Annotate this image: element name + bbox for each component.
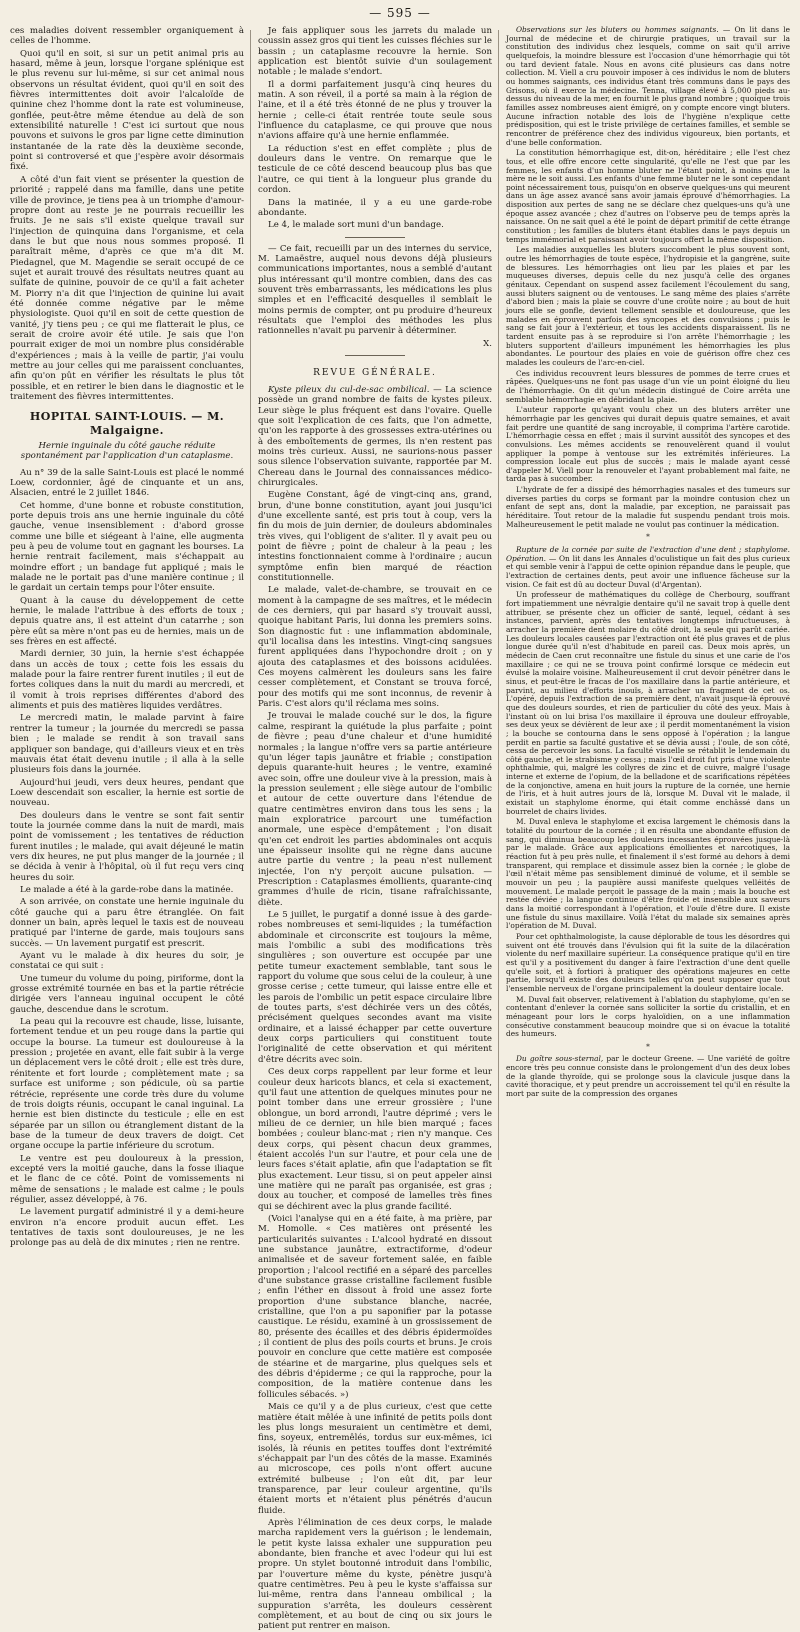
paragraph: Pour cet ophthalmologiste, la cause déplorable de tous les désordres qui suivent ont été trouvés dans l'évulsion qui fit la suite de la dilacération violente du nerf maxillaire supérieur. La conséquence pratique qu'il en tire est qu'il y a positivement du danger à faire l'extraction d'une dent quelle qu'elle soit, et à fortiori à pratiquer des opérations majeures en cette partie, lorsqu'il existe des douleurs telles qu'on peut supposer que tout l'ensemble nerveux de l'organe principalement la douleur dentaire locale. xyxy=(506,931,790,993)
asterisk-separator: * xyxy=(646,1041,650,1051)
paragraph: M. Duval fait observer, relativement à l'ablation du staphylome, qu'en se contentant d'enlever la cornée sans solliciter la sortie du cristallin, et en ménageant pour lors le corps hyaloïdien, on a une inflammation consécutive constamment beaucoup moindre que si on évacue la totalité des humeurs. xyxy=(506,994,790,1039)
section-title: REVUE GÉNÉRALE. xyxy=(313,367,437,378)
paragraph: Je trouvai le malade couché sur le dos, la figure calme, respirant la quiétude la plus parfaite ; point de fièvre ; peau d'une chaleur et d'une humidité normales ; la langue n'offre vers sa partie antérieure qu'un léger tapis jaunâtre et friable ; constipation depuis quarante-huit heures ; le ventre, examiné avec soin, offre une douleur vive à la pression, mais à la pression seulement ; elle siège autour de l'ombilic et autour de cette ouverture dans l'étendue de quatre centimètres environ dans tous les sens ; la main exploratrice parcourt une tuméfaction anormale, une espèce d'empâtement ; l'on disait qu'en cet endroit les parties abdominales ont acquis une épaisseur insolite qui ne règne dans aucune autre partie du ventre ; la peau n'est nullement injectée, l'on n'y perçoit aucune pulsation. — Prescription : Cataplasmes émollients, quarante-cinq grammes d'huile de ricin, tisane rafraîchissante, diète. xyxy=(258,711,492,908)
column-middle xyxy=(258,26,492,1632)
column-right xyxy=(506,26,790,1166)
paragraph-text: par le docteur Greene. — Une variété de goître encore très peu connue consiste dans le prolongement d'un des deux lobes de la glande thyroïde, qui se prolonge sous la clavicule jusque dans la cavité thoracique, et y peut prendre un accroissement tel qu'il en résulte la mort par suite de la compression des organes xyxy=(506,1054,790,1099)
paragraph: Un professeur de mathématiques du collège de Cherbourg, souffrant fort impatiemment une névralgie dentaire qu'il ne savait trop à quelle dent attribuer, se présente chez un officier de santé, lequel, cédant à ses instances, parvient, après des tentatives longtemps infructueuses, à arracher la première dent molaire du côté droit, la seule qui parût cariée. Les douleurs locales causées par l'extraction ont été plus graves et de plus longue durée qu'il n'est d'habitude en pareil cas. Deux mois après, un médecin de Caen crut reconnaître une fistule du sinus et une carie de l'os maxillaire ; ce qui ne se trouva point confirmé lorsque ce médecin eut évulsé la molaire voisine. Malheureusement il crut devoir pénétrer dans le sinus, et peut-être le fracas de l'os maxillaire dans la partie antérieure, et parvint, au milieu d'efforts inouïs, à arracher un fragment de cet os. L'opéré, depuis l'extraction de sa première dent, n'avait jusque-là éprouvé que des douleurs sourdes, et rien de particulier du côté des yeux. Mais à l'instant où on lui brisa l'os maxillaire il éprouva une douleur effroyable, ses deux yeux se dévièrent de leur axe ; il perdit momentanément la vision ; la bouche se contourna dans le sens opposé à l'opération ; la langue perdit en partie sa faculté gustative et se dévia aussi ; l'oule, de son côté, cessa de percevoir les sons. La faculté visuelle se rétablit le lendemain du côté gauche, et le strabisme y cessa ; mais l'œil droit fut pris d'une violente ophthalmie, qui, malgré les collyres de zinc et de cuivre, malgré l'usage interne et externe de l'opium, de la belladone et de scarifications répétées de la conjonctive, amena en huit jours la rupture de la cornée, une hernie de l'iris, et à huit autres jours de là, lorsque M. Duval vit le malade, il existait un staphylome énorme, qui était comme enchâssé dans un bourrelet de chairs livides. xyxy=(506,590,790,816)
paragraph: (Voici l'analyse qui en a été faite, à ma prière, par M. Homolle. « Ces matières ont présenté les particularités suivantes : L'alcool hydraté en dissout une substance jaunâtre, extractiforme, d'odeur animalisée et de saveur fortement salée, en faible proportion ; l'alcool rectifié en a séparé des parcelles d'une substance grasse cristalline facilement fusible ; enfin l'éther en dissout à froid une assez forte proportion d'une substance blanche, nacrée, cristalline, que l'on a pu saponifier par la potasse caustique. Le résidu, examiné à un grossissement de 80, présente des écailles et des débris épidermoïdes ; il contient de plus des poils courts et bruns. Je crois pouvoir en conclure que cette matière est composée de stéarine et de margarine, plus quelques sels et des débris d'épiderme ; ce qui la rapproche, pour la composition, de la matière contenue dans les follicules sébacés. ») xyxy=(258,1213,492,1400)
section-title: HOPITAL SAINT-LOUIS. — M. Malgaigne. xyxy=(29,410,225,437)
signature: X. xyxy=(483,338,492,349)
column-rule xyxy=(250,30,251,1160)
paragraph: Le 4, le malade sort muni d'un bandage. xyxy=(268,220,444,231)
paragraph: A côté d'un fait vient se présenter la question de priorité ; rappelé dans ma famille, dans une petite ville de province, je tiens pea à un triomphe d'amour-propre dont au reste je ne pourrais recueillir les fruits. Je ne sais s'il existe quelque travail sur l'injection de quinquina dans l'organisme, et cela dans le but que nous nous sommes proposé. Il paraîtrait même, d'après ce que m'a dit M. Piedagnel, que M. Magendie se serait occupé de ce sujet et aurait trouvé des résultats neutres quant au sulfate de quinine, pouvoir de ce qu'il a fait acheter M. Piorry n'a dit que l'injection de quinine lui avait été donnée comme négative par le même physiologiste. Quoi qu'il en soit de cette question de vanité, j'y tiens peu ; ce qui me flatterait le plus, ce serait de croire avoir été utile. Je sais que l'on pourrait exiger de moi un nombre plus considérable d'expériences ; mais à la veille de partir, j'ai voulu mettre au jour celles qui me paraissent concluantes, afin qu'on pût en vérifier les résultats le plus tôt possible, et en retirer le bien dans le diagnostic et le traitement des fièvres intermittentes. xyxy=(10,174,244,403)
section-subtitle: Hernie inguinale du côté gauche réduite spontanément par l'application d'un cataplasme. xyxy=(20,440,234,462)
paragraph: Mardi dernier, 30 juin, la hernie s'est échappée dans un accès de toux ; cette fois les essais du malade pour la faire rentrer furent inutiles ; il eut de fortes coliques dans la nuit du mardi au mercredi, et il vomit à trois reprises différentes d'abord des aliments et puis des matières liquides verdâtres. xyxy=(10,649,244,712)
paragraph: Au n° 39 de la salle Saint-Louis est placé le nommé Loew, cordonnier, âgé de cinquante et un ans, Alsacien, entré le 2 juillet 1846. xyxy=(10,467,244,499)
paragraph: Cet homme, d'une bonne et robuste constitution, porte depuis trois ans une hernie inguinale du côté gauche, venue insensiblement : d'abord grosse comme une bille et siégeant à l'aine, elle augmenta peu à peu de volume tout en gagnant les bourses. La hernie rentrait facilement, mais s'échappait au moindre effort ; un bandage fut appliqué ; mais le malade ne le portait pas d'une manière continue ; il le gardait un certain temps pour l'ôter ensuite. xyxy=(10,500,244,594)
paragraph xyxy=(506,546,790,589)
paragraph: La peau qui la recouvre est chaude, lisse, luisante, fortement tendue et un peu rouge dans la partie qui occupe la bourse. La tumeur est douloureuse à la pression ; projetée en avant, elle fait subir à la verge un déplacement vers le côté droit ; elle est très dure, rénitente et fort lourde ; complètement mate ; sa surface est uniforme ; son pédicule, où sa partie rétrécie, représente une corde très dure du volume de trois doigts réunis, occupant le canal inguinal. La hernie est bien distincte du testicule ; elle en est séparée par un sillon ou étranglement distant de la base de la tumeur de deux travers de doigt. Cet organe occupe la partie inférieure du scrotum. xyxy=(10,1017,244,1152)
article-title: Observations sur les bluters ou hommes saignants. xyxy=(516,25,719,34)
article-title: Rupture de la cornée par suite de l'extraction d'une dent ; staphylome. Opération. xyxy=(506,545,790,563)
paragraph: — Ce fait, recueilli par un des internes du service, M. Lamaëstre, auquel nous devons déjà plusieurs communications importantes, nous a semblé d'autant plus intéressant qu'il montre combien, dans des cas souvent très embarrassants, les médications les plus simples et en l'efficacité desquelles il semblait le moins permis de compter, ont pu produire d'heureux résultats que l'emploi des méthodes les plus rationnelles n'avait pu parvenir à déterminer. xyxy=(258,243,492,337)
paragraph: Il a dormi parfaitement jusqu'à cinq heures du matin. A son réveil, il a porté sa main à la région de l'aine, et il a été très étonné de ne plus y trouver la hernie ; celle-ci était rentrée toute seule sous l'influence du cataplasme, ce qui prouve que nous n'avions affaire qu'à une hernie enflammée. xyxy=(258,79,492,142)
paragraph: ces maladies doivent ressembler organiquement à celles de l'homme. xyxy=(10,26,244,47)
paragraph: Des douleurs dans le ventre se sont fait sentir toute la journée comme dans la nuit de mardi, mais point de vomissement ; les tentatives de réduction furent inutiles ; le malade, qui avait déjeuné le matin vers dix heures, ne put plus manger de la journée ; il se décida à venir à l'hôpital, où il fut reçu vers cinq heures du soir. xyxy=(10,810,244,883)
paragraph: Le malade a été à la garde-robe dans la matinée. xyxy=(20,884,234,895)
paragraph: Aujourd'hui jeudi, vers deux heures, pendant que Loew descendait son escalier, la hernie est sortie de nouveau. xyxy=(10,777,244,809)
paragraph: Quoi qu'il en soit, si sur un petit animal pris au hasard, même à jeun, lorsque l'organe splénique est le plus revenu sur lui-même, si sur cet animal nous observons un résultat évident, quoi qu'il en soit des fièvres intermittentes doit avoir l'alcaloïde de quinine chez l'homme dont la rate est volumineuse, gonflée, peut-être même étendue au delà de son extensibilité naturelle ! C'est ici surtout que nous pouvons et suivons le gros par ligne cette diminution instantanée de la rate dès la deuxième seconde, point si controversé et que j'espère avoir désormais fixé. xyxy=(10,48,244,173)
paragraph: L'auteur rapporte qu'ayant voulu chez un des bluters arrêter une hémorrhagie par les gencives qui durait depuis quatre semaines, et avait fait perdre une quantité de sang incroyable, il comprima l'artère carotide. L'hémorrhagie cessa en effet ; mais il survint aussitôt des syncopes et des convulsions. Les mêmes accidents se renouvelèrent quand il voulut appliquer la pompe à ventouse sur les extrémités inférieures. La compression locale eut plus de succès ; mais le malade ayant cessé d'appeler M. Viell pour la renouveler et l'ayant probablement mal faite, ne tarda pas à succomber. xyxy=(506,405,790,484)
paragraph xyxy=(258,385,492,488)
paragraph: Mais ce qu'il y a de plus curieux, c'est que cette matière était mêlée à une infinité de petits poils dont les plus longs mesuraient un centimètre et demi, fins, soyeux, entremêlés, tordus sur eux-mêmes, ici isolés, là réunis en petites touffes dont l'extrémité s'échappait par l'un des côtés de la masse. Examinés au microscope, ces poils n'ont offert aucune extrémité bulbeuse ; l'on eût dit, par leur transparence, par leur couleur argentine, qu'ils étaient morts et n'étaient plus pénétrés d'aucun fluide. xyxy=(258,1402,492,1516)
paragraph: Le 5 juillet, le purgatif a donné issue à des garde-robes nombreuses et semi-liquides ; la tuméfaction abdominale et circonscrite est toujours la même, mais l'ombilic a subi des modifications très singulières ; son ouverture est occupée par une petite tumeur exactement semblable, tant sous le rapport du volume que sous celui de la couleur, à une grosse cerise ; cette tumeur, qui laisse entre elle et les parois de l'ombilic un petit espace circulaire libre de toutes parts, s'est déchirée vers un des côtés, précisément quelques secondes avant ma visite ordinaire, et a laissé échapper par cette ouverture deux corps particuliers qui constituent toute l'originalité de cette observation et qui méritent d'être décrits avec soin. xyxy=(258,910,492,1065)
paragraph xyxy=(506,1055,790,1098)
paragraph: Une tumeur du volume du poing, piriforme, dont la grosse extrémité tournée en bas et la partie rétrécie dirigée vers l'anneau inguinal occupent le côté gauche, descendue dans le scrotum. xyxy=(10,973,244,1015)
paragraph: M. Duval enleva le staphylome et excisa largement le chémosis dans la totalité du pourtour de la cornée ; il en résulta une abondante effusion de sang, qui diminua beaucoup les douleurs incessantes éprouvées jusque-là par le malade. Grâce aux applications émollientes et narcotiques, la réaction fut à peu près nulle, et finalement il s'est formé au dehors à demi transparent, qui remplace et dissimule assez bien la cornée ; le globe de l'œil n'était même pas sensiblement diminué de volume, et il semble se mouvoir un peu ; la paupière aussi manifeste quelques velléités de mouvement. Le malade perçoit le passage de la main ; mais la bouche est restée déviée ; la langue continue d'être froide et insensible aux saveurs dans la moitié correspondant à l'opération, et l'ouïe d'être dure. Il existe une fistule du sinus maxillaire. Voilà l'état du malade six semaines après l'opération de M. Duval. xyxy=(506,817,790,931)
paragraph: L'hydrate de fer a dissipé des hémorrhagies nasales et des tumeurs sur diverses parties du corps se formant par la moindre contusion chez un enfant de sept ans, dont la maladie, par exception, ne paraissait pas héréditaire. Tout retour de la maladie fut suspendu pendant trois mois. Malheureusement le petit malade ne voulut pas continuer la médication. xyxy=(506,485,790,529)
paragraph: A son arrivée, on constate une hernie inguinale du côté gauche qui a paru être étranglée. On fait donner un bain, après lequel le taxis est de nouveau pratiqué par l'interne de garde, mais toujours sans succès. — Un lavement purgatif est prescrit. xyxy=(10,897,244,949)
paragraph: Les maladies auxquelles les bluters succombent le plus souvent sont, outre les hémorrhagies de toute espèce, l'hydropisie et la gangrène, suite de blessures. Les hémorrhagies ont lieu par les plaies et par les muqueuses diverses, depuis celle du nez jusqu'à celle des organes génitaux. Cependant on suspend assez facilement l'écoulement du sang, aussi bluters saignent ou de ventouses. Le sang même des plaies s'arrête d'abord bien ; mais la plaie se couvre d'une croûte noire ; au bout de huit jours elle se gonfle, devient tellement sensible et douloureuse, que les malades en éprouvent parfois des syncopes et des convulsions ; puis le sang se fait jour à l'extérieur, et tous les accidents disparaissent. Ils ne tardent ensuite pas à se reproduire si l'on arrête l'hémorrhagie ; les bluters supportent d'ailleurs impunément les hémorrhagies les plus abondantes. Le pourtour des plaies en voie de guérison offre chez ces malades les couleurs de l'arc-en-ciel. xyxy=(506,245,790,367)
paragraph: Le lavement purgatif administré il y a demi-heure environ n'a encore produit aucun effet. Les tentatives de taxis sont douloureuses, je ne les prolonge pas au delà de dix minutes ; rien ne rentre. xyxy=(10,1207,244,1249)
separator xyxy=(345,355,405,356)
separator xyxy=(345,237,405,238)
paragraph: Le mercredi matin, le malade parvint à faire rentrer la tumeur ; la journée du mercredi se passa bien ; le malade se rendit à son travail sans appliquer son bandage, qui d'ailleurs vieux et en très mauvais état était devenu inutile ; il alla à la selle plusieurs fois dans la journée. xyxy=(10,713,244,776)
article-title: Kyste pileux du cul-de-sac ombilical. xyxy=(268,384,430,395)
paragraph: Ces deux corps rappellent par leur forme et leur couleur deux haricots blancs, et cela si exactement, qu'il faut une attention de quelques minutes pour ne point tomber dans une erreur grossière ; l'une oblongue, un bord arrondi, l'autre déprimé ; vers le milieu de ce dernier, un hile bien marqué ; faces bombées ; couleur blanc-mat ; rien n'y manque. Ces deux corps, qui pèsent chacun deux grammes, étaient accolés l'un sur l'autre, et pour cela une de leurs faces s'était aplatie, afin que l'adaptation se fît plus exactement. Leur tissu, si on peut appeler ainsi une matière qui ne paraît pas organisée, est gras ; doux au toucher, et composé de lamelles très fines qui se déchirent avec la plus grande facilité. xyxy=(258,1067,492,1212)
paragraph xyxy=(506,26,790,147)
paragraph: Ces individus recouvrent leurs blessures de pommes de terre crues et râpées. Quelques-uns ne font pas usage d'un vie un point éloigné du lieu de l'hémorrhagie. On dit qu'un médecin distingué de Coire arrêta une semblable hémorrhagie en débridant la plaie. xyxy=(506,368,790,404)
paragraph: La constitution hémorrhagique est, dit-on, héréditaire ; elle l'est chez tous, et elle offre encore cette singularité, qu'elle ne l'est que par les femmes, les enfants d'un homme bluter ne l'étant point, à moins que la mère ne le soit aussi. Les enfants d'une femme bluter ne le sont cependant point nécessairement tous, puisqu'on en observe quelques-uns qui meurent dans un âge assez avancé sans avoir jamais éprouvé d'hémorrhagies. La disposition aux pertes de sang ne se déclare chez quelques-uns qu'à une époque assez avancée ; chez d'autres on l'observe peu de temps après la naissance. On ne sait quel a été le point de départ primitif de cette étrange constitution ; les familles de bluters étant établies dans le pays depuis un temps immémorial et paraissant avoir toujours offert la même disposition. xyxy=(506,148,790,244)
paragraph-text: — La science possède un grand nombre de faits de kystes pileux. Leur siège le plus fréquent est dans l'ovaire. Quelle que soit l'explication de ces faits, que l'on admette, qu'on les rapporte à des grossesses extra-utérines ou à des emboîtements de germes, ils n'en restent pas moins très curieux. Aussi, ne saurions-nous passer sous silence l'observation suivante, rapportée par M. Chereau dans le Journal des connaissances médico-chirurgicales. xyxy=(258,384,492,488)
article-title: Du goître sous-sternal, xyxy=(516,1054,604,1064)
paragraph: Eugène Constant, âgé de vingt-cinq ans, grand, brun, d'une bonne constitution, ayant joui jusqu'ici d'une excellente santé, est pris tout à coup, vers la fin du mois de juin dernier, de douleurs abdominales très vives, qui l'obligent de s'aliter. Il y avait peu ou point de fièvre ; point de chaleur à la peau ; les intestins fonctionnaient comme à l'ordinaire ; aucun symptôme enfin bien marqué de réaction constitutionnelle. xyxy=(258,490,492,583)
paragraph: Ayant vu le malade à dix heures du soir, je constatai ce qui suit : xyxy=(10,951,244,972)
paragraph: La réduction s'est en effet complète ; plus de douleurs dans le ventre. On remarque que le testicule de ce côté descend beaucoup plus bas que l'autre, ce qui tient à la longueur plus grande du cordon. xyxy=(258,143,492,196)
asterisk-separator: * xyxy=(646,532,650,542)
paragraph-text: — On lit dans le Journal de médecine et de chirurgie pratiques, un travail sur la constitution des individus chez lesquels, comme on sait qu'il arrive quelquefois, la moindre blessure est l'occasion d'une hémorrhagie qui tôt ou tard devient fatale. Nous en avons cité plusieurs cas dans notre collection. M. Viell a cru pouvoir imposer à ces individus le nom de bluters ou hommes saignants, ces individus étant très communs dans le pays des Grisons, où il exerce la médecine. Tenna, village élevé à 5,000 pieds au-dessus du niveau de la mer, en fournit le plus grand nombre ; quoique trois familles assez nombreuses aient émigré, on y compte encore vingt bluters. Aucune infraction notable des lois de l'hygiène n'explique cette prédisposition, qui est le triste privilège de certaines familles, et semble se rencontrer de préférence chez des individus vigoureux, bien portants, et d'une belle conformation. xyxy=(506,25,790,147)
column-rule xyxy=(498,30,499,1160)
paragraph: Dans la matinée, il y a eu une garde-robe abondante. xyxy=(258,197,492,218)
paragraph: Le malade, valet-de-chambre, se trouvait en ce moment à la campagne de ses maîtres, et le médecin de ces derniers, qui par hasard s'y trouvait aussi, quoique habitant Paris, lui donna les premiers soins. Son diagnostic fut : une inflammation abdominale, qu'il localisa dans les intestins. Vingt-cinq sangsues furent appliquées dans l'hypochondre droit ; on y ajouta des cataplasmes et des boissons acidulées. Ces moyens calmèrent les douleurs sans les faire cesser complètement, et Constant se trouva forcé, pour des motifs qui me sont inconnus, de revenir à Paris. C'est alors qu'il réclama mes soins. xyxy=(258,585,492,710)
paragraph: Je fais appliquer sous les jarrets du malade un coussin assez gros qui tient les cuisses fléchies sur le bassin ; un cataplasme recouvre la hernie. Son application est bientôt suivie d'un soulagement notable ; le malade s'endort. xyxy=(258,26,492,78)
paragraph: Le ventre est peu douloureux à la pression, excepté vers la moitié gauche, dans la fosse iliaque et le flanc de ce côté. Point de vomissements ni même de sensations ; le malade est calme ; le pouls régulier, assez développé, à 76. xyxy=(10,1153,244,1205)
paragraph: Quant à la cause du développement de cette hernie, le malade l'attribue à des efforts de toux ; depuis quatre ans, il est atteint d'un catarrhe ; son père eût sa mère n'ont pas eu de hernies, mais un de ses frères en est affecté. xyxy=(10,595,244,648)
column-left xyxy=(10,26,244,1249)
paragraph-text: — On lit dans les Annales d'oculistique un fait des plus curieux et qui semble venir à l'appui de cette opinion répandue dans le peuple, que l'extraction de certaines dents, peut avoir une influence fâcheuse sur la vision. Ce fait est dû au docteur Duval (d'Argentan). xyxy=(506,553,790,589)
paragraph: Après l'élimination de ces deux corps, le malade marcha rapidement vers la guérison ; le lendemain, le petit kyste laissa exhaler une suppuration peu abondante, bien franche et avec l'odeur qui lui est propre. Un stylet boutonné introduit dans l'ombilic, par l'ouverture même du kyste, pénètre jusqu'à quatre centimètres. Peu à peu le kyste s'affaissa sur lui-même, rentra dans l'anneau ombilical ; la suppuration s'arrêta, les douleurs cessèrent complètement, et au bout de cinq ou six jours le patient put rentrer en maison. xyxy=(258,1517,492,1632)
page-number: — 595 — xyxy=(369,6,431,20)
